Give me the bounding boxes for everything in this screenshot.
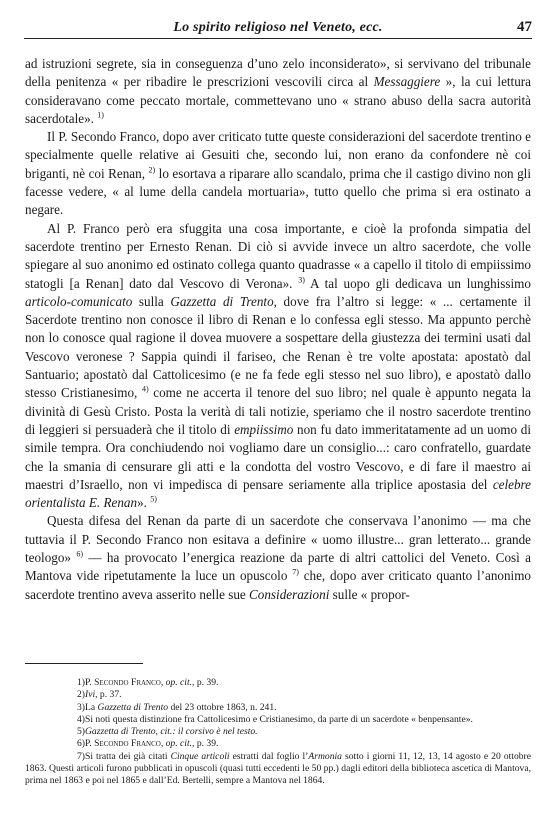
footnote-ref: 7): [292, 567, 299, 577]
italic-text: op. cit.: [165, 738, 193, 750]
text-run: », la cui lettura consideravano come peccato mortale, commettevano uno « strano abuso della sacra autorità sacerdotale».: [25, 74, 531, 126]
footnote: [25, 751, 531, 788]
text-run: estratti dal foglio l’: [229, 750, 309, 762]
paragraph: [25, 220, 531, 513]
text-run: sulle « propor-: [329, 586, 410, 602]
footnote: [25, 726, 531, 738]
paragraph: [25, 55, 531, 128]
footnote: [25, 702, 531, 714]
footnote-number: 6): [77, 738, 85, 750]
text-run: A tal uopo gli dedicava un lunghissimo: [304, 275, 531, 291]
footnote: [25, 738, 531, 750]
italic-text: Messaggiere: [373, 74, 441, 90]
page-number: 47: [517, 19, 532, 35]
footnote-ref: 6): [76, 549, 84, 559]
italic-text: celebre orientalista E. Renan: [25, 476, 531, 511]
text-run: Si tratta dei già citati: [85, 750, 171, 762]
text-run: P.: [85, 677, 95, 688]
text-run: sulla: [132, 293, 171, 309]
text-run: ,: [160, 738, 166, 750]
text-run: Si noti questa distinzione fra Cattolicesimo e Cristianesimo, da parte di un sacerdote « benpensante».: [85, 713, 473, 725]
footnote: [25, 714, 531, 726]
text-run: come ne accerta il tenore del suo libro; nel quale è appunto negata la divinità di Gesù Cristo. Posta la verità di tali notizie, speriamo che il nostro sacerdote trentino di leggieri si persuaderà che il titolo di: [25, 385, 532, 437]
running-title: Lo spirito religioso nel Veneto, ecc.: [173, 20, 383, 35]
footnote: [25, 689, 531, 701]
text-run: Questa difesa del Renan da parte di un sacerdote che conservava l’anonimo — ma che tuttavia il P. Secondo Franco non esitava a definire « uomo illustre... gran letterato... grande teologo»: [25, 513, 531, 566]
text-run: Il P. Secondo Franco, dopo aver criticato tutte queste considerazioni del sacerdote trentino e specialmente quelle relative ai Gesuiti che, secondo lui, non erano da confondere nè coi briganti, nè coi Renan,: [25, 129, 531, 181]
italic-text: Gazzetta di Trento: [97, 701, 169, 713]
italic-text: Cinque articoli: [170, 750, 230, 762]
text-run: , p. 39.: [192, 677, 219, 688]
footnote: [25, 677, 531, 689]
footnote-number: 7): [77, 750, 85, 762]
text-run: P.: [85, 738, 95, 750]
footnote-number: 3): [77, 701, 85, 713]
body-text: [25, 55, 531, 604]
text-run: non fu dato immeritatamente ad un uomo di simile tempra. Ora conchiudendo noi vogliamo dare un consiglio...: caro confratello, guardate che la smania di censurare gli atti e la condotta del vostro Vescovo, e di fare il maestro ai maestri d’Israello, non vi impedisca di pensare seriamente alla triplice apostasia del: [25, 421, 531, 492]
paragraph: [25, 128, 531, 219]
italic-text: Considerazioni: [249, 586, 330, 602]
paragraph: [25, 512, 531, 603]
footnote-ref: 2): [148, 165, 156, 175]
footnote-ref: 4): [141, 384, 149, 394]
footnote-number: 1): [77, 677, 85, 688]
italic-text: Gazzetta di Trento, cit.: il corsivo è nel testo.: [85, 726, 258, 738]
italic-text: empiissimo: [234, 421, 294, 437]
footnote-ref: 3): [298, 275, 305, 285]
text-run: , p. 37.: [95, 689, 122, 701]
text-run: ad istruzioni segrete, sia in conseguenza d’uno zelo inconsiderato», si servivano del tribunale della penitenza « per ribadire le prescrizioni vescovili circa al: [25, 56, 531, 90]
footnote-number: 4): [77, 713, 85, 725]
text-run: Al P. Franco però era sfuggita una cosa importante, e cioè la profonda simpatia del sacerdote trentino per Ernesto Renan. Di ciò si avvide invece un altro sacerdote, che volle spiegare al suo anonimo ed ostinato collega quanto quadrasse « a capello il titolo di empiissimo statogli [a Renan] dato dal Vescovo di Verona».: [25, 220, 531, 291]
footnote-number: 2): [77, 689, 85, 701]
footnotes: [25, 677, 531, 788]
text-run: lo esortava a riparare allo scandalo, prima che il castigo divino non gli facesse vedere, « al lume della candela mortuaria», tutto quello che prima si era ostinato a negare.: [25, 165, 531, 218]
page-header: [24, 16, 532, 39]
text-run: che, dopo aver criticato quanto l’anonimo sacerdote trentino aveva asserito nelle sue: [25, 568, 531, 602]
text-run: , dove fra l’altro si legge: « ... certamente il Sacerdote trentino non conosce il libro di Renan e lo confessa egli stesso. Ma appunto perchè non lo conosce qual ragione il dovea muovere a sospettare della giustezza dei termini usati dal Vescovo veronese ? Sappia quindi il fariseo, che Renan è tre volte apostata: apostatò dal Santuario; apostatò dal Cattolicesimo (e ne fa fede egli stesso nel suo libro), e apostatò dallo stesso Cristianesimo,: [25, 293, 531, 401]
footnote-number: 5): [77, 726, 85, 738]
footnote-ref: 1): [97, 110, 104, 120]
text-run: , p. 39.: [192, 738, 219, 750]
small-caps-text: Secondo Franco: [94, 677, 161, 688]
footnote-separator: [25, 663, 143, 664]
italic-text: Gazzetta di Trento: [170, 293, 274, 309]
small-caps-text: Secondo Franco: [94, 738, 161, 750]
text-run: sotto i giorni 11, 12, 13, 14 agosto e 20 ottobre 1863. Questi articoli furono pubblicati in opuscoli (quasi tutti eccedenti le 50 pp.) dagli editori della biblioteca ascetica di Mantova, prima nel 1863 e poi nel 1865 e dall’Ed. Bertelli, sempre a Mantova nel 1864.: [25, 750, 531, 787]
text-run: del 23 ottobre 1863, n. 241.: [168, 701, 277, 713]
text-run: ».: [137, 495, 151, 511]
italic-text: Armonia: [308, 750, 342, 762]
italic-text: Ivi: [85, 689, 96, 701]
text-run: ,: [160, 677, 166, 688]
text-run: — ha provocato l’energica reazione da parte di altri cattolici del Veneto. Così a Mantova vide ripetutamente la luce un opuscolo: [25, 550, 531, 584]
footnote-ref: 5): [150, 494, 157, 504]
italic-text: op. cit.: [165, 677, 193, 688]
text-run: La: [85, 701, 98, 713]
italic-text: articolo-comunicato: [25, 293, 133, 309]
